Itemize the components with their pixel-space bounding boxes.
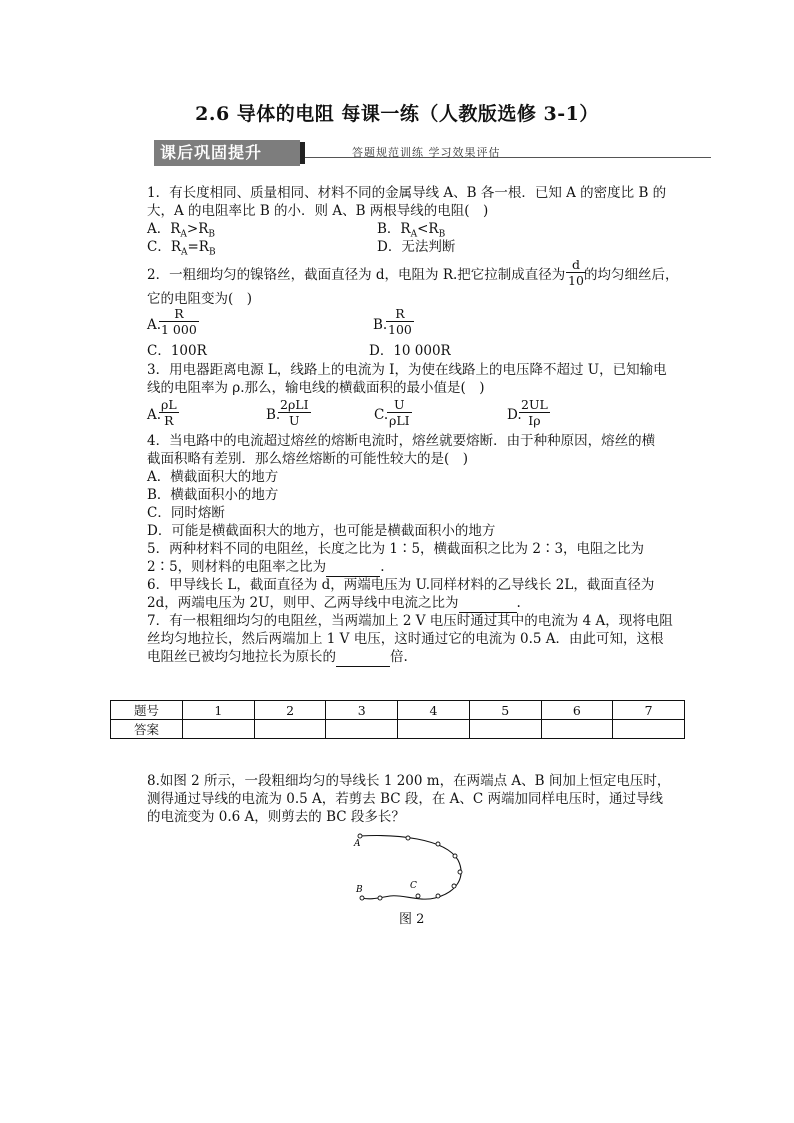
- section-banner-subtitle: 答题规范训练 学习效果评估: [352, 146, 501, 159]
- q5-answer-blank[interactable]: [326, 558, 380, 577]
- answer-table-number: 5: [469, 701, 541, 720]
- q7-line1: 7．有一根粗细均匀的电阻丝，当两端加上 2 V 电压时通过其中的电流为 4 A，现将电阻: [147, 613, 673, 629]
- banner-divider: [300, 142, 305, 164]
- q4-option-c: C．同时熔断: [147, 505, 225, 521]
- wire-bead: [458, 870, 462, 874]
- answer-cell[interactable]: [541, 720, 613, 739]
- q2-option-a-fraction: $\frac{R}{1 000}$: [161, 306, 197, 337]
- q2-line2: 它的电阻变为( ): [147, 291, 253, 307]
- q2-option-a-prefix: A.: [147, 317, 162, 333]
- q4-option-a: A．横截面积大的地方: [147, 469, 279, 485]
- q2-option-c: C．100R: [147, 343, 207, 359]
- wire-bead: [453, 854, 457, 858]
- answer-table-number: 3: [326, 701, 398, 720]
- q3-option-c-fraction: U ρLI: [389, 397, 410, 428]
- q1-option-a: A．$R_A>R_B$: [147, 221, 216, 240]
- answer-cell[interactable]: [398, 720, 470, 739]
- q7-line2: 丝均匀地拉长，然后两端加上 1 V 电压，这时通过它的电流为 0.5 A．由此可知，这根: [147, 631, 664, 647]
- q2-line1b: 的均匀细丝后，: [584, 267, 679, 283]
- q6-line1: 6．甲导线长 L，截面直径为 d，两端电压为 U.同样材料的乙导线长 2L，截面直径为: [147, 577, 655, 593]
- wire-label-b: B: [356, 885, 363, 895]
- answer-table-number: 1: [183, 701, 255, 720]
- q1-option-c: C．$R_A=R_B$: [147, 239, 216, 258]
- q4-line2: 截面积略有差别．那么熔丝熔断的可能性较大的是( ): [147, 451, 469, 467]
- wire-point-c: [416, 894, 420, 898]
- q3-option-d-prefix: D.: [507, 407, 522, 423]
- q2-option-d: D．10 000R: [369, 343, 451, 359]
- answer-cell[interactable]: [469, 720, 541, 739]
- q1-option-b: B．$R_A<R_B$: [377, 221, 446, 240]
- q1-option-d: D．无法判断: [377, 239, 456, 255]
- q8-line1: 8.如图 2 所示，一段粗细均匀的导线长 1 200 m，在两端点 A、B 间加上恒定电压时，: [147, 773, 671, 789]
- wire-end-b: [360, 896, 364, 900]
- wire-bead: [452, 884, 456, 888]
- answer-table: [110, 700, 685, 739]
- answer-table-answer-row: [111, 720, 685, 739]
- q2-option-b-prefix: B.: [373, 317, 388, 333]
- q6-answer-blank[interactable]: [459, 594, 517, 613]
- q3-option-a-prefix: A.: [147, 407, 162, 423]
- wire-label-c: C: [410, 881, 417, 891]
- wire-bead: [436, 842, 440, 846]
- q3-option-d-fraction: $\frac{2UL}{I\rho}$: [521, 397, 548, 428]
- q8-line2: 测得通过导线的电流为 0.5 A，若剪去 BC 段，在 A、C 两端加同样电压时，通过导线: [147, 791, 664, 807]
- wire-bead: [436, 894, 440, 898]
- q4-line1: 4．当电路中的电流超过熔丝的熔断电流时，熔丝就要熔断．由于种种原因，熔丝的横: [147, 433, 656, 449]
- q3-option-b-prefix: B.: [266, 407, 281, 423]
- q3-line2: 线的电阻率为 ρ.那么，输电线的横截面积的最小值是( ): [147, 380, 485, 396]
- q2-option-b-fraction: $\frac{R}{100}$: [388, 306, 412, 337]
- answer-table-header-row: [111, 701, 685, 720]
- answer-table-number: 7: [613, 701, 685, 720]
- q2-line1a: 2．一粗细均匀的镍铬丝，截面直径为 d，电阻为 R.把它拉制成直径为: [147, 267, 566, 283]
- section-banner-tag: 课后巩固提升: [154, 140, 300, 166]
- page-title: 2.6 导体的电阻 每课一练（人教版选修 3-1）: [195, 103, 599, 125]
- answer-table-label: 答案: [111, 720, 183, 739]
- wire-figure: [350, 830, 475, 910]
- q4-option-d: D．可能是横截面积大的地方，也可能是横截面积小的地方: [147, 523, 496, 539]
- answer-table-number: 4: [398, 701, 470, 720]
- q7-line3: 电阻丝已被均匀地拉长为原长的 倍.: [147, 649, 408, 665]
- q6-line2: 2d，两端电压为 2U，则甲、乙两导线中电流之比为 .: [147, 595, 521, 611]
- q3-option-a-fraction: $\frac{\rho L}{R}$: [161, 397, 177, 428]
- q1-line2: 大，A 的电阻率比 B 的小．则 A、B 两根导线的电阻( ): [147, 203, 489, 219]
- q5-line2: 2∶5，则材料的电阻率之比为 .: [147, 559, 385, 575]
- q4-option-b: B．横截面积小的地方: [147, 487, 279, 503]
- q2-inline-fraction: $\frac{d}{10}$: [568, 257, 584, 288]
- q5-line1: 5．两种材料不同的电阻丝，长度之比为 1∶5，横截面积之比为 2∶3，电阻之比为: [147, 541, 645, 557]
- wire-bead: [406, 836, 410, 840]
- wire-bead: [378, 896, 382, 900]
- answer-table-number: 2: [254, 701, 326, 720]
- answer-cell[interactable]: [613, 720, 685, 739]
- answer-cell[interactable]: [183, 720, 255, 739]
- q7-answer-blank[interactable]: [336, 648, 390, 667]
- q3-option-b-fraction: 2ρLI U: [280, 397, 309, 428]
- answer-table-number: 6: [541, 701, 613, 720]
- answer-cell[interactable]: [254, 720, 326, 739]
- wire-label-a: A: [354, 839, 361, 849]
- wire-end-a: [358, 834, 362, 838]
- q8-line3: 的电流变为 0.6 A，则剪去的 BC 段多长？: [147, 809, 405, 825]
- q3-option-c-prefix: C.: [374, 407, 389, 423]
- figure-caption: 图 2: [399, 912, 425, 927]
- q1-line1: 1．有长度相同、质量相同、材料不同的金属导线 A、B 各一根．已知 A 的密度比 B 的: [147, 185, 667, 201]
- answer-cell[interactable]: [326, 720, 398, 739]
- q3-line1: 3．用电器距离电源 L，线路上的电流为 I，为使在线路上的电压降不超过 U，已知输电: [147, 362, 667, 378]
- answer-table-label: 题号: [111, 701, 183, 720]
